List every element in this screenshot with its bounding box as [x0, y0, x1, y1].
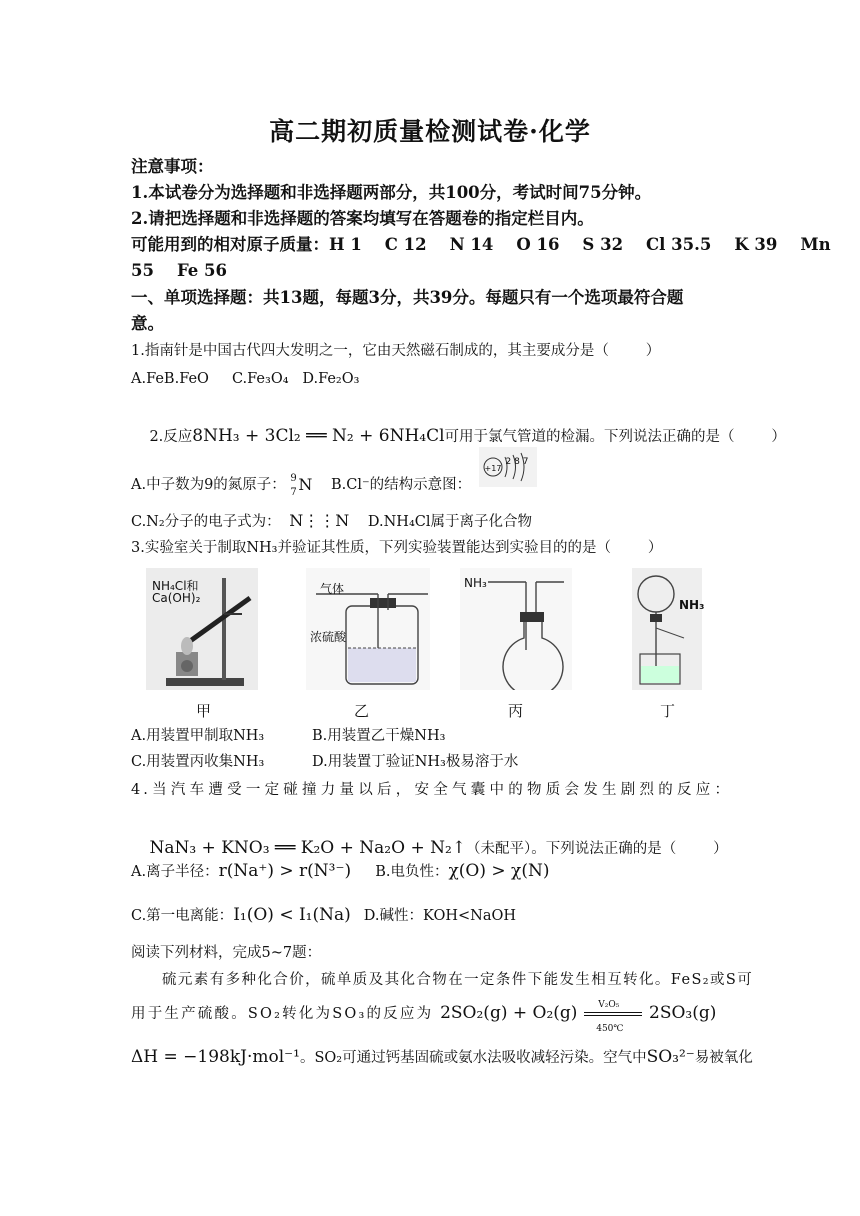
- q1-stem: 1.指南针是中国古代四大发明之一，它由天然磁石制成的，其主要成分是（ ）: [131, 343, 661, 359]
- q2-option-a: A.中子数为9的氮原子：: [131, 477, 286, 493]
- q3-option-a: A.用装置甲制取NH₃: [131, 728, 265, 744]
- q2-option-b: B.Cl⁻的结构示意图：: [331, 477, 472, 493]
- atomic-masses-line2: 55 Fe 56: [131, 261, 227, 280]
- q3-option-c: C.用装置丙收集NH₃: [131, 754, 265, 770]
- isotope-symbol: N: [298, 475, 313, 494]
- q2-option-d: D.NH₄Cl属于离子化合物: [367, 514, 533, 530]
- q2-suffix: 可用于氯气管道的检漏。下列说法正确的是（ ）: [444, 429, 786, 445]
- isotope-number: 7: [290, 487, 297, 498]
- apparatus-ding: [632, 568, 705, 690]
- q4-options-cd: [131, 904, 732, 927]
- atomic-masses-line1: 可能用到的相对原子质量：H 1 C 12 N 14 O 16 S 32 Cl 35.5 K 39 Mn: [131, 235, 831, 254]
- q2-options-ab: [131, 474, 732, 496]
- q3-option-b: B.用装置乙干燥NH₃: [312, 728, 446, 744]
- q4-stem: 4.当汽车遭受一定碰撞力量以后，安全气囊中的物质会发生剧烈的反应：: [131, 782, 732, 798]
- reading-p2-prefix: 用于生产硫酸。SO₂转化为SO₃的反应为: [131, 1006, 434, 1022]
- q2-option-c: C.N₂分子的电子式为：: [131, 514, 281, 530]
- q3-option-d: D.用装置丁验证NH₃极易溶于水: [312, 754, 519, 770]
- reading-p3: [131, 1046, 753, 1069]
- label-ding: 丁: [660, 702, 676, 720]
- q4-options-ab: [131, 860, 732, 883]
- q3-stem: 3.实验室关于制取NH₃并验证其性质，下列实验装置能达到实验目的的是（ ）: [131, 540, 663, 556]
- notice-item-2: 2.请把选择题和非选择题的答案均填写在答题卷的指定栏目内。: [131, 209, 594, 228]
- arrow-forward: [584, 1012, 642, 1013]
- yi-gas-caption: 气体: [320, 582, 345, 596]
- q4-option-c-formula: I₁(O) < I₁(Na): [233, 905, 351, 925]
- label-bing: 丙: [508, 702, 524, 720]
- q4-option-a-formula: r(Na⁺) > r(N³⁻): [218, 861, 352, 881]
- q2-prefix: 2.反应: [149, 429, 193, 445]
- catalyst-label: V₂O₅: [598, 1000, 620, 1010]
- equilibrium-arrow: [584, 1000, 642, 1034]
- jia-caption: NH₄Cl和 Ca(OH)₂: [152, 579, 201, 605]
- chloride-structure-diagram: [479, 447, 537, 487]
- nitrogen-isotope: [290, 474, 318, 496]
- q4-equation: NaN₃ + KNO₃ ══ K₂O + Na₂O + N₂↑: [149, 838, 467, 858]
- so2-equation-left: 2SO₂(g) + O₂(g): [440, 1003, 578, 1023]
- enthalpy-change: ΔH = −198kJ·mol⁻¹: [131, 1047, 300, 1067]
- label-jia: 甲: [196, 702, 212, 720]
- q4-option-b: B.电负性：: [375, 864, 449, 880]
- q2-options-cd: [131, 510, 732, 533]
- q4-suffix: （未配平）。下列说法正确的是（ ）: [466, 841, 728, 857]
- reading-p3-end: 易被氧化: [694, 1050, 753, 1066]
- q3-options-ab: [131, 725, 732, 747]
- electron-shells: 2 8 7: [505, 457, 529, 467]
- label-yi: 乙: [354, 702, 370, 720]
- reading-p1: 硫元素有多种化合价，硫单质及其化合物在一定条件下能发生相互转化。FeS₂或S可: [162, 972, 754, 988]
- q4-option-d: D.碱性：KOH<NaOH: [363, 908, 517, 924]
- reading-p3-text: 。SO₂可通过钙基固硫或氨水法吸收减轻污染。空气中: [299, 1050, 647, 1066]
- q2-stem: [131, 403, 786, 470]
- notice-heading: 注意事项：: [131, 157, 214, 176]
- sulfite-ion: SO₃²⁻: [646, 1047, 695, 1067]
- q3-options-cd: [131, 751, 732, 773]
- q2-equation: 8NH₃ + 3Cl₂ ══ N₂ + 6NH₄Cl: [192, 426, 445, 446]
- q4-option-a: A.离子半径：: [131, 864, 219, 880]
- section1-heading: 一、单项选择题：共13题，每题3分，共39分。每题只有一个选项最符合题: [131, 288, 684, 307]
- arrow-backward: [584, 1015, 642, 1016]
- q4-option-b-formula: χ(O) > χ(N): [448, 861, 550, 881]
- isotope-mass: 9: [290, 473, 297, 484]
- q1-options: A.FeB.FeO C.Fe₃O₄ D.Fe₂O₃: [131, 371, 360, 387]
- reading-p2: [131, 1000, 732, 1034]
- reading-intro: 阅读下列材料，完成5~7题：: [131, 945, 322, 961]
- notice-item-1: 1.本试卷分为选择题和非选择题两部分，共100分，考试时间75分钟。: [131, 183, 652, 202]
- bing-caption: NH₃: [464, 576, 487, 590]
- n2-electron-formula: N⋮⋮N: [289, 511, 350, 530]
- nucleus-charge: +17: [484, 464, 502, 473]
- yi-acid-caption: 浓硫酸: [310, 630, 347, 644]
- q4-option-c: C.第一电离能：: [131, 908, 234, 924]
- section1-heading-cont: 意。: [131, 314, 164, 333]
- so2-equation-right: 2SO₃(g): [649, 1003, 717, 1023]
- page-title: 高二期初质量检测试卷·化学: [269, 117, 591, 146]
- condition-label: 450℃: [596, 1024, 624, 1034]
- ding-caption: NH₃: [679, 598, 705, 612]
